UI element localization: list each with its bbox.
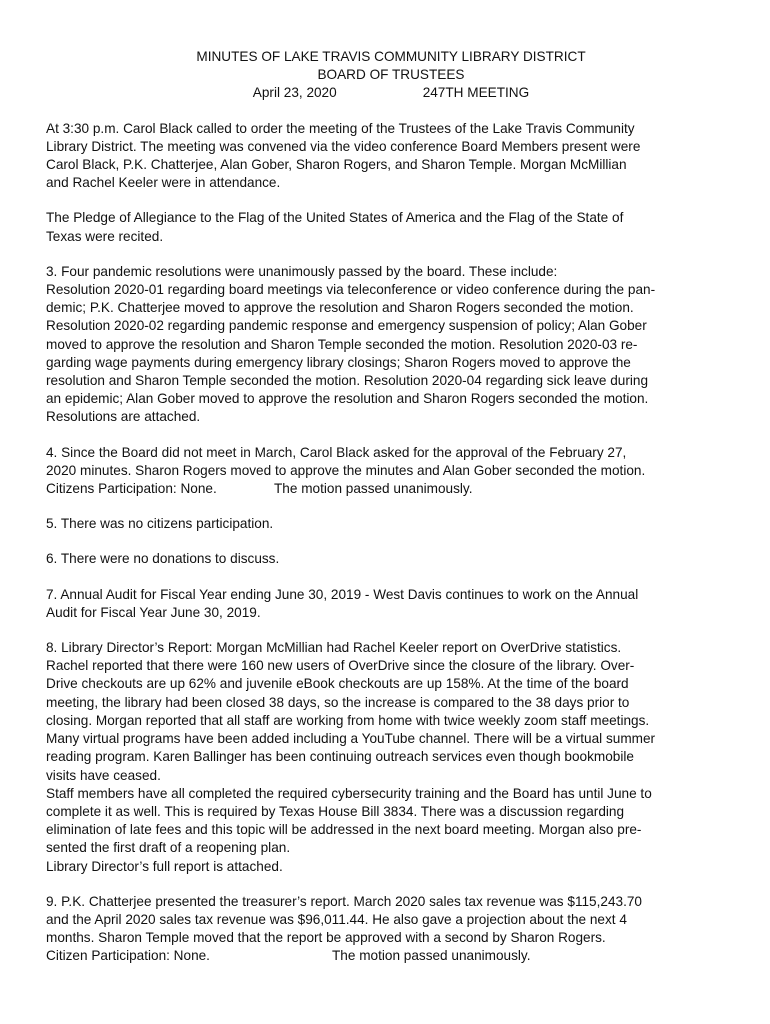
text-line: closing. Morgan reported that all staff are working from home with twice weekly zoom staff meetings. <box>46 712 650 728</box>
text-line: 5. There was no citizens participation. <box>46 516 274 532</box>
call-to-order-paragraph <box>46 120 736 193</box>
text-line: Carol Black, P.K. Chatterjee, Alan Gober, Sharon Rogers, and Sharon Temple. Morgan McMillian <box>46 157 627 173</box>
text-line: months. Sharon Temple moved that the report be approved with a second by Sharon Rogers. <box>46 930 606 946</box>
text-line: 3. Four pandemic resolutions were unanimously passed by the board. These include: <box>46 263 558 279</box>
text-line: Many virtual programs have been added including a YouTube channel. There will be a virtual summer <box>46 731 656 747</box>
text-line: sented the first draft of a reopening plan. <box>46 840 291 856</box>
text-line: 6. There were no donations to discuss. <box>46 551 280 567</box>
pledge-paragraph <box>46 209 736 245</box>
text-line: Resolution 2020-01 regarding board meetings via teleconference or video conference during the pan- <box>46 282 656 298</box>
text-line: complete it as well. This is required by Texas House Bill 3834. There was a discussion regarding <box>46 803 625 819</box>
text-line: garding wage payments during emergency library closings; Sharon Rogers moved to approve the <box>46 354 631 370</box>
meeting-date: April 23, 2020 <box>252 85 337 101</box>
text-line: At 3:30 p.m. Carol Black called to order the meeting of the Trustees of the Lake Travis Community <box>46 120 635 136</box>
text-line: Rachel reported that there were 160 new users of OverDrive since the closure of the library. Over- <box>46 658 635 674</box>
text-line: Resolution 2020-02 regarding pandemic response and emergency suspension of policy; Alan Gober <box>46 318 647 334</box>
text-line: moved to approve the resolution and Sharon Temple seconded the motion. Resolution 2020-03 re- <box>46 336 638 352</box>
text-line: The Pledge of Allegiance to the Flag of the United States of America and the Flag of the State of <box>46 210 624 226</box>
text-line: Library District. The meeting was convened via the video conference Board Members present were <box>46 138 641 154</box>
text-line <box>46 947 736 965</box>
text-line: reading program. Karen Ballinger has been continuing outreach services even though bookmobile <box>46 749 634 765</box>
header-subtitle: BOARD OF TRUSTEES <box>317 67 465 83</box>
text-line: 7. Annual Audit for Fiscal Year ending June 30, 2019 - West Davis continues to work on the Annual <box>46 586 639 602</box>
text-line: Resolutions are attached. <box>46 409 201 425</box>
text-line: 4. Since the Board did not meet in March, Carol Black asked for the approval of the February 27, <box>46 444 627 460</box>
motion-result: The motion passed unanimously. <box>274 481 473 497</box>
text-line: 8. Library Director’s Report: Morgan McMillian had Rachel Keeler report on OverDrive statistics. <box>46 640 622 656</box>
citizens-participation: Citizen Participation: None. <box>46 948 210 964</box>
item-5-citizens <box>46 515 736 533</box>
text-line <box>46 480 736 498</box>
text-line: an epidemic; Alan Gober moved to approve the resolution and Sharon Rogers seconded the motion. <box>46 391 649 407</box>
header-date-line <box>46 84 736 102</box>
item-6-donations <box>46 550 736 568</box>
text-line: visits have ceased. <box>46 767 161 783</box>
text-line: elimination of late fees and this topic will be addressed in the next board meeting. Morgan also pre- <box>46 822 642 838</box>
item-3-resolutions <box>46 263 736 427</box>
text-line: meeting, the library had been closed 38 days, so the increase is compared to the 38 days prior to <box>46 694 630 710</box>
citizens-participation: Citizens Participation: None. <box>46 481 217 497</box>
text-line: and Rachel Keeler were in attendance. <box>46 175 281 191</box>
meeting-number: 247TH MEETING <box>422 85 530 101</box>
motion-result: The motion passed unanimously. <box>332 948 531 964</box>
header-title: MINUTES OF LAKE TRAVIS COMMUNITY LIBRARY DISTRICT <box>196 49 586 64</box>
text-line: Drive checkouts are up 62% and juvenile eBook checkouts are up 158%. At the time of the board <box>46 676 629 692</box>
minutes-page <box>46 48 736 983</box>
text-line: Staff members have all completed the required cybersecurity training and the Board has until June to <box>46 785 652 801</box>
item-7-audit <box>46 586 736 622</box>
text-line: Audit for Fiscal Year June 30, 2019. <box>46 604 261 620</box>
text-line: Texas were recited. <box>46 228 164 244</box>
text-line: demic; P.K. Chatterjee moved to approve the resolution and Sharon Rogers seconded the motion. <box>46 300 634 316</box>
document-header <box>46 48 736 103</box>
text-line: Library Director’s full report is attached. <box>46 858 283 874</box>
item-9-treasurer-report <box>46 893 736 966</box>
text-line: 9. P.K. Chatterjee presented the treasurer’s report. March 2020 sales tax revenue was $115,243.70 <box>46 893 642 909</box>
item-4-minutes-approval <box>46 444 736 499</box>
text-line: and the April 2020 sales tax revenue was $96,011.44. He also gave a projection about the next 4 <box>46 911 627 927</box>
text-line: resolution and Sharon Temple seconded the motion. Resolution 2020-04 regarding sick leave during <box>46 373 649 389</box>
text-line: 2020 minutes. Sharon Rogers moved to approve the minutes and Alan Gober seconded the motion. <box>46 462 646 478</box>
item-8-director-report <box>46 639 736 876</box>
